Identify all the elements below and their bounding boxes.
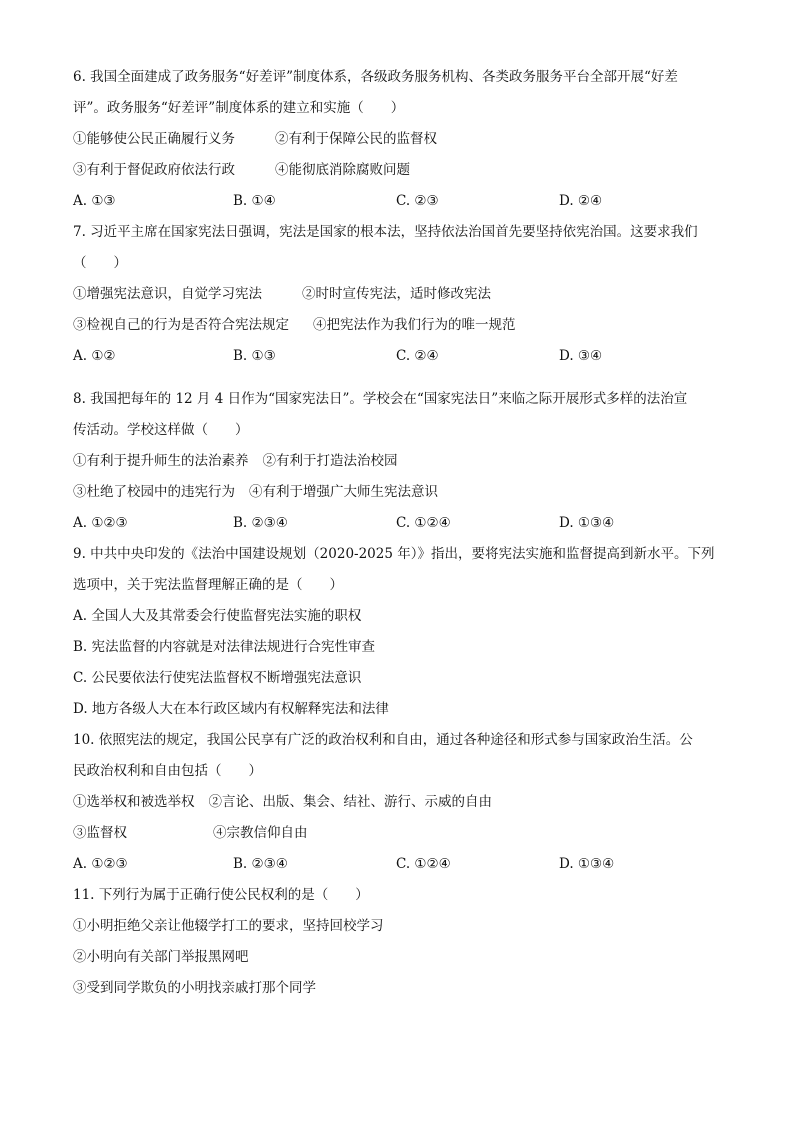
statement-row <box>73 446 723 477</box>
statement: ①选举权和被选举权 <box>73 794 195 810</box>
question-11 <box>73 880 723 1004</box>
option-d[interactable]: D. ③④ <box>559 348 603 364</box>
question-stem-line: 9. 中共中央印发的《法治中国建设规划（2020-2025 年）》指出，要将宪法实施和监督提高到新水平。下列 <box>73 546 715 562</box>
option-a[interactable]: A. ①②③ <box>73 856 128 872</box>
statement: ④能彻底消除腐败问题 <box>275 162 410 178</box>
question-stem-line: 7. 习近平主席在国家宪法日强调，宪法是国家的根本法，坚持依法治国首先要坚持依宪治国。这要求我们 <box>73 224 698 240</box>
question-stem-line: 评”。政务服务“好差评”制度体系的建立和实施（ ） <box>73 100 405 116</box>
option-a[interactable]: A. ①② <box>73 348 116 364</box>
option-b[interactable]: B. ①④ <box>233 193 276 209</box>
statement: ③监督权 <box>73 825 127 841</box>
statement: ③有利于督促政府依法行政 <box>73 162 235 178</box>
option-c[interactable]: C. ①②④ <box>396 515 451 531</box>
option-d[interactable]: D. ①③④ <box>559 856 615 872</box>
statement: ④有利于增强广大师生宪法意识 <box>249 484 438 500</box>
answer-options <box>73 341 723 372</box>
option-b[interactable]: B. 宪法监督的内容就是对法律法规进行合宪性审查 <box>73 639 376 655</box>
option-d[interactable]: D. ①③④ <box>559 515 615 531</box>
question-stem-line: 8. 我国把每年的 12 月 4 日作为“国家宪法日”。学校会在“国家宪法日”来临之际开展形式多样的法治宣 <box>73 391 688 407</box>
statement: ②有利于保障公民的监督权 <box>275 131 437 147</box>
option-b[interactable]: B. ①③ <box>233 348 276 364</box>
statement: ①小明拒绝父亲让他辍学打工的要求，坚持回校学习 <box>73 918 384 934</box>
question-8 <box>73 384 723 539</box>
statement: ③受到同学欺负的小明找亲戚打那个同学 <box>73 980 316 996</box>
option-a[interactable]: A. ①②③ <box>73 515 128 531</box>
option-a[interactable]: A. ①③ <box>73 193 116 209</box>
answer-options <box>73 849 723 880</box>
question-6 <box>73 62 723 217</box>
question-stem-line: 6. 我国全面建成了政务服务“好差评”制度体系，各级政务服务机构、各类政务服务平台全部开展“好差 <box>73 69 678 85</box>
statement: ②时时宣传宪法，适时修改宪法 <box>302 286 491 302</box>
question-7 <box>73 217 723 372</box>
statement: ③检视自己的行为是否符合宪法规定 <box>73 317 289 333</box>
option-c[interactable]: C. ①②④ <box>396 856 451 872</box>
statement-row <box>73 310 723 341</box>
statement: ④宗教信仰自由 <box>213 825 308 841</box>
statement-row <box>73 155 723 186</box>
option-b[interactable]: B. ②③④ <box>233 856 288 872</box>
statement: ①能够使公民正确履行义务 <box>73 131 235 147</box>
answer-options <box>73 186 723 217</box>
statement: ④把宪法作为我们行为的唯一规范 <box>313 317 516 333</box>
statement: ①有利于提升师生的法治素养 <box>73 453 249 469</box>
question-stem-line: 传活动。学校这样做（ ） <box>73 422 249 438</box>
question-stem-line: 民政治权利和自由包括（ ） <box>73 763 262 779</box>
question-stem-line: 选项中，关于宪法监督理解正确的是（ ） <box>73 577 343 593</box>
option-d[interactable]: D. ②④ <box>559 193 603 209</box>
question-stem-line: 11. 下列行为属于正确行使公民权利的是（ ） <box>73 887 369 903</box>
statement-row <box>73 124 723 155</box>
answer-options <box>73 508 723 539</box>
question-stem-line: 10. 依照宪法的规定，我国公民享有广泛的政治权利和自由，通过各种途径和形式参与国家政治生活。公 <box>73 732 693 748</box>
statement: ②言论、出版、集会、结社、游行、示威的自由 <box>208 794 492 810</box>
statement: ②小明向有关部门举报黑网吧 <box>73 949 249 965</box>
option-c[interactable]: C. ②③ <box>396 193 439 209</box>
statement-row <box>73 477 723 508</box>
question-10 <box>73 725 723 880</box>
question-9 <box>73 539 723 725</box>
question-stem-line: （ ） <box>73 255 127 271</box>
option-c[interactable]: C. 公民要依法行使宪法监督权不断增强宪法意识 <box>73 670 362 686</box>
statement: ③杜绝了校园中的违宪行为 <box>73 484 235 500</box>
statement-row <box>73 787 723 818</box>
option-a[interactable]: A. 全国人大及其常委会行使监督宪法实施的职权 <box>73 608 362 624</box>
option-d[interactable]: D. 地方各级人大在本行政区域内有权解释宪法和法律 <box>73 701 389 717</box>
option-c[interactable]: C. ②④ <box>396 348 439 364</box>
statement-row <box>73 818 723 849</box>
option-b[interactable]: B. ②③④ <box>233 515 288 531</box>
statement: ②有利于打造法治校园 <box>262 453 398 469</box>
statement: ①增强宪法意识，自觉学习宪法 <box>73 286 262 302</box>
statement-row <box>73 279 723 310</box>
